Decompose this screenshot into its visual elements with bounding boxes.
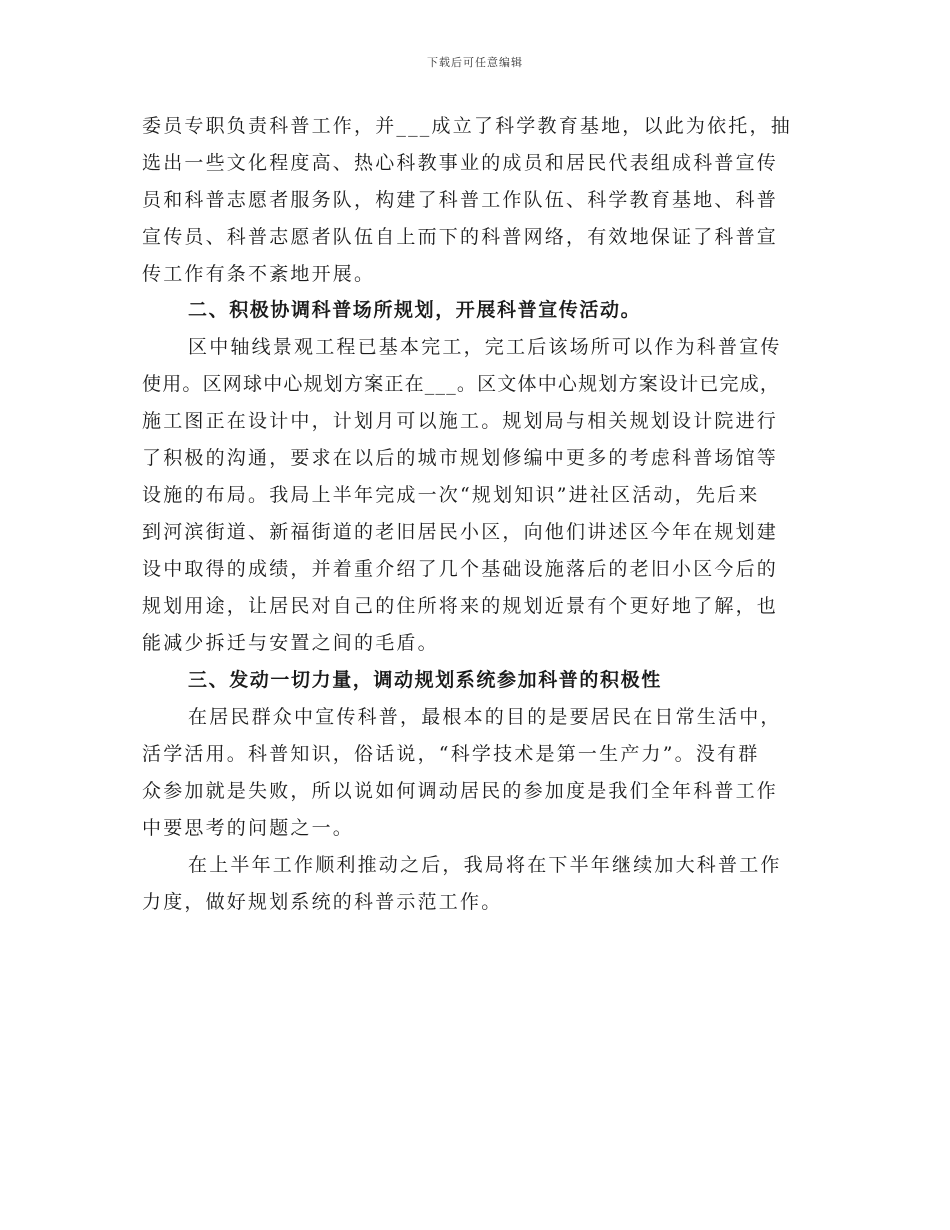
paragraph-line: 传工作有条不紊地开展。 (142, 263, 376, 285)
paragraph-line: 到河滨街道、新福街道的老旧居民小区，向他们讲述区今年在规划建 (142, 521, 779, 543)
paragraph-line: 委员专职负责科普工作，并___成立了科学教育基地，以此为依托，抽 (142, 115, 792, 137)
paragraph-line: 力度，做好规划系统的科普示范工作。 (142, 891, 503, 913)
section-heading: 二、积极协调科普场所规划，开展科普宣传活动。 (188, 299, 642, 321)
paragraph-line: 设施的布局。我局上半年完成一次“规划知识”进社区活动，先后来 (142, 484, 760, 506)
paragraph-line: 施工图正在设计中，计划月可以施工。规划局与相关规划设计院进行 (142, 410, 779, 432)
paragraph-line: 设中取得的成绩，并着重介绍了几个基础设施落后的老旧小区今后的 (142, 558, 779, 580)
paragraph-line: 了积极的沟通，要求在以后的城市规划修编中更多的考虑科普场馆等 (142, 447, 779, 469)
paragraph-line: 众参加就是失败，所以说如何调动居民的参加度是我们全年科普工作 (142, 780, 779, 802)
paragraph-line: 中要思考的问题之一。 (142, 817, 355, 839)
paragraph-line: 宣传员、科普志愿者队伍自上而下的科普网络，有效地保证了科普宣 (142, 226, 779, 248)
paragraph-line: 区中轴线景观工程已基本完工，完工后该场所可以作为科普宣传 (188, 336, 782, 358)
paragraph-line: 活学活用。科普知识，俗话说，“科学技术是第一生产力”。没有群 (142, 743, 760, 765)
page-header: 下载后可任意编辑 (427, 56, 523, 69)
paragraph-line: 能减少拆迁与安置之间的毛盾。 (142, 632, 439, 654)
paragraph-line: 选出一些文化程度高、热心科教事业的成员和居民代表组成科普宣传 (142, 152, 779, 174)
paragraph-line: 员和科普志愿者服务队，构建了科普工作队伍、科学教育基地、科普 (142, 189, 779, 211)
paragraph-line: 在上半年工作顺利推动之后，我局将在下半年继续加大科普工作 (188, 854, 782, 876)
section-heading: 三、发动一切力量，调动规划系统参加科普的积极性 (188, 669, 662, 691)
paragraph-line: 在居民群众中宣传科普，最根本的目的是要居民在日常生活中， (188, 706, 782, 728)
paragraph-line: 使用。区网球中心规划方案正在___。区文体中心规划方案设计已完成， (142, 373, 781, 395)
paragraph-line: 规划用途，让居民对自己的住所将来的规划近景有个更好地了解，也 (142, 595, 779, 617)
